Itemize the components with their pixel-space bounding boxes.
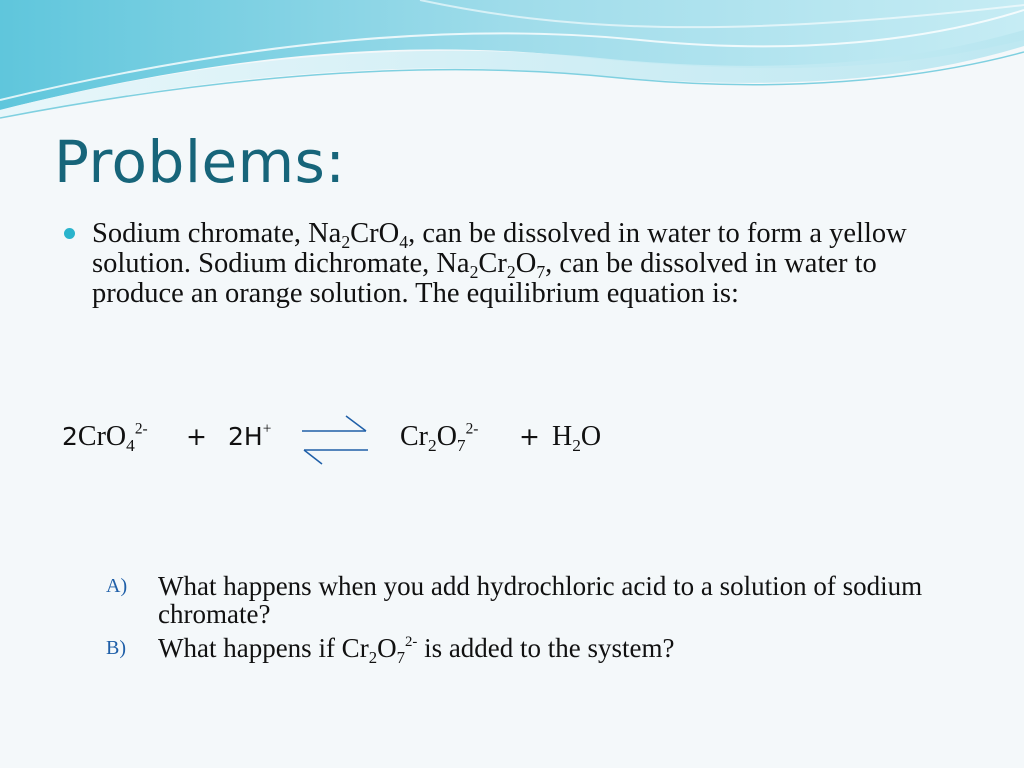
header-wave-decoration [0, 0, 1024, 130]
equation-reactant-chromate: 2CrO$_4^{2-}$ [62, 420, 148, 456]
question-b-label: B) [106, 637, 126, 659]
bullet-paragraph: Sodium chromate, $Na_2CrO_4$, can be dissolved in water to form a yellow solution. Sodium dichromate, $Na_2Cr_2O_7$, can be dissolved in water to produce an orange solution. The equilibrium equation is: [92, 218, 907, 309]
equilibrium-arrows-icon [300, 414, 370, 466]
equation-product-dichromate: $Cr_2O_7^{2-}$ [400, 420, 479, 456]
equation-plus-2: + [519, 422, 540, 451]
equation-plus-1: + [186, 422, 207, 451]
equation-reactant-hydrogen: 2H+ [228, 420, 272, 451]
question-a-label: A) [106, 575, 128, 597]
bullet-icon [64, 228, 75, 239]
slide-title: Problems: [54, 128, 346, 196]
question-b-text: What happens if $Cr_2O_7^{2-}$ is added to the system? [158, 633, 675, 667]
question-a-text: What happens when you add hydrochloric acid to a solution of sodium chromate? [158, 571, 923, 629]
equation-product-water: $H_2O$ [552, 421, 602, 456]
